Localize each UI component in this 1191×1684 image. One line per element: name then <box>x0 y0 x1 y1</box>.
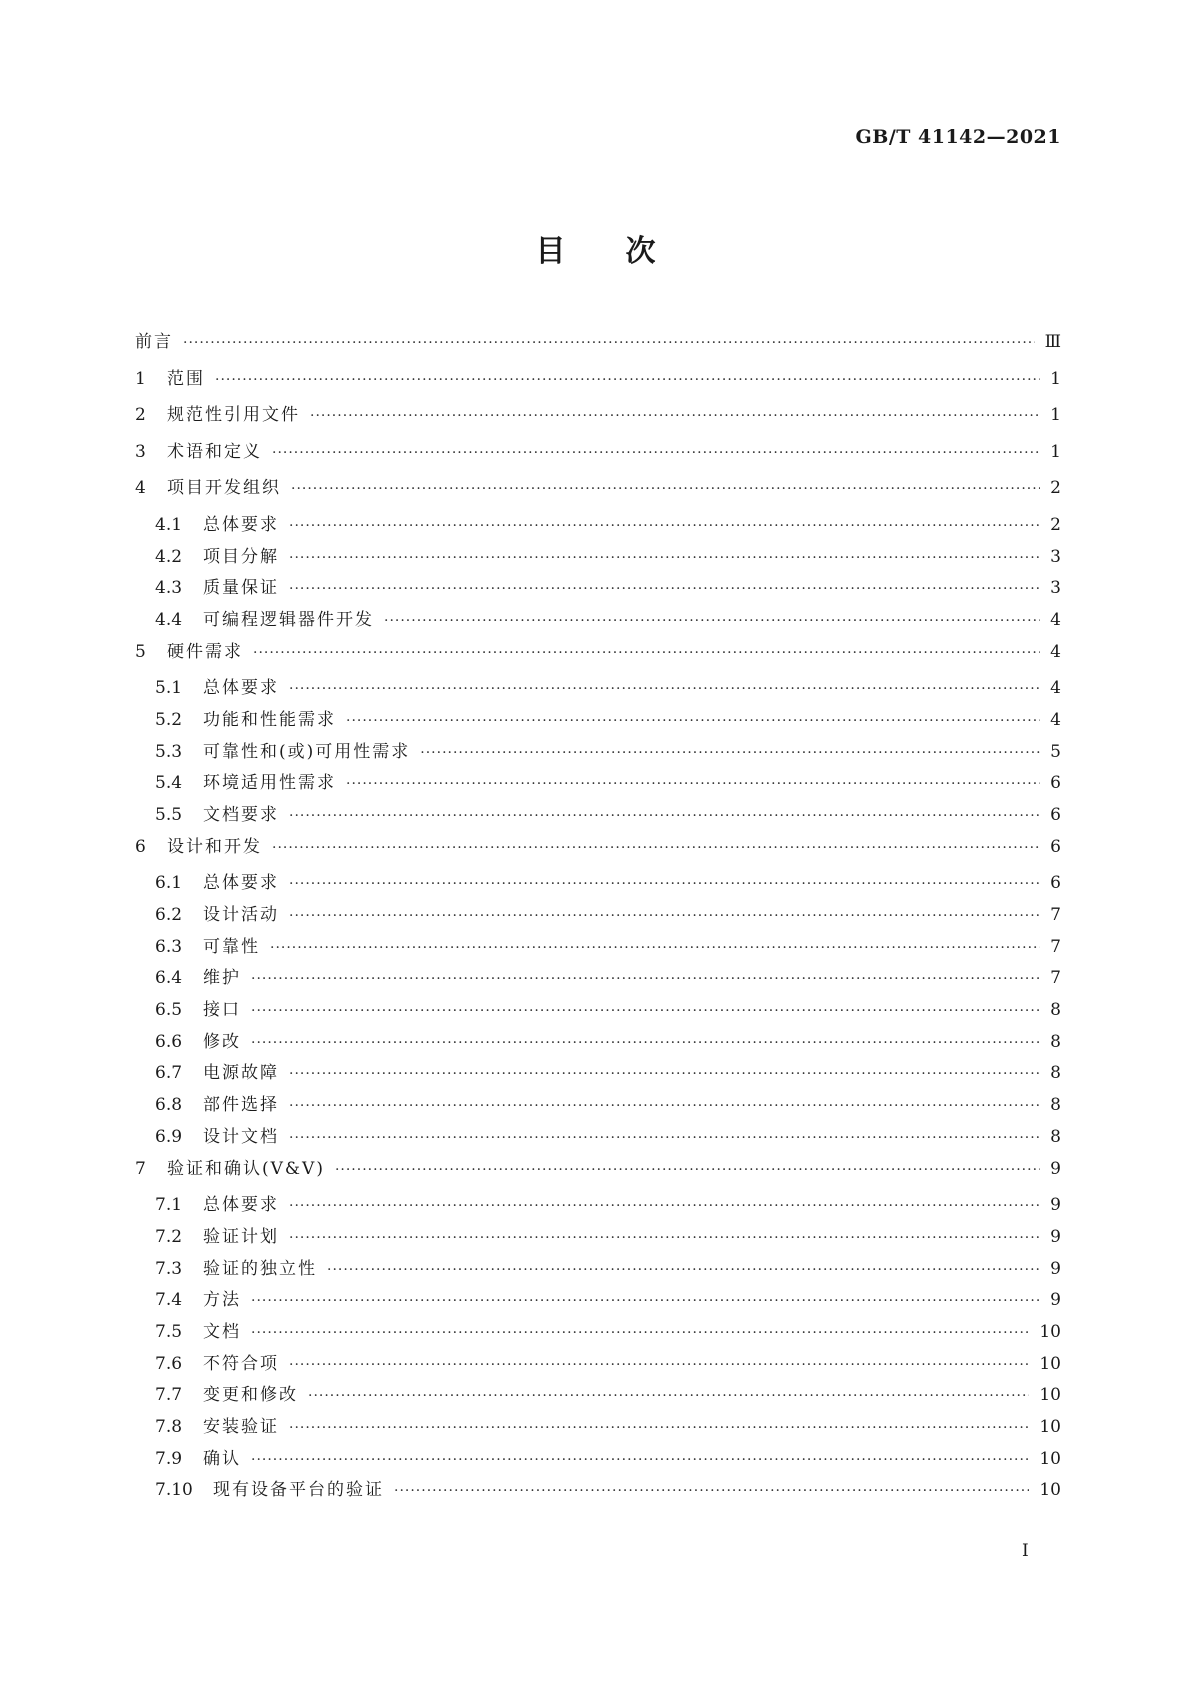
toc-leader-dots <box>346 776 1040 792</box>
toc-entry-number: 5.2 <box>155 710 183 730</box>
toc-entry-number: 4.4 <box>155 610 183 631</box>
toc-leader-dots <box>310 408 1040 424</box>
toc-leader-dots <box>289 908 1040 924</box>
toc-leader-dots <box>394 1483 1029 1499</box>
toc-entry[interactable] <box>135 1154 1061 1191</box>
toc-entry-title: 可靠性和(或)可用性需求 <box>203 741 411 762</box>
toc-entry[interactable] <box>135 1412 1061 1444</box>
toc-entry[interactable] <box>135 832 1061 869</box>
toc-leader-dots <box>289 1357 1029 1373</box>
toc-entry-title: 硬件需求 <box>167 641 243 662</box>
toc-entry-page: 9 <box>1050 1195 1061 1216</box>
toc-entry-number: 4.2 <box>155 546 183 567</box>
toc-entry-title: 设计和开发 <box>167 836 262 857</box>
toc-entry-number: 6.9 <box>155 1126 183 1147</box>
toc-leader-dots <box>270 940 1040 956</box>
toc-leader-dots <box>308 1388 1029 1404</box>
toc-entry[interactable] <box>135 1380 1061 1412</box>
toc-leader-dots <box>420 745 1040 761</box>
toc-entry-number: 6.3 <box>155 936 183 957</box>
toc-entry-page: 8 <box>1050 1000 1061 1021</box>
page-number: I <box>1022 1541 1029 1561</box>
toc-entry-page: 4 <box>1050 710 1061 730</box>
toc-entry-title: 电源故障 <box>203 1063 279 1084</box>
toc-entry-number: 4 <box>135 478 146 499</box>
toc-entry[interactable] <box>135 1027 1061 1059</box>
toc-entry-page: 10 <box>1039 1385 1061 1406</box>
toc-entry-page: 9 <box>1050 1258 1061 1279</box>
toc-entry-number: 7.5 <box>155 1321 183 1342</box>
toc-entry-number: 5 <box>135 641 146 662</box>
toc-title <box>0 226 1191 270</box>
toc-entry-title: 设计活动 <box>203 905 279 926</box>
toc-entry[interactable] <box>135 1285 1061 1317</box>
toc-entry-page: 1 <box>1050 441 1061 462</box>
toc-entry-number: 7.8 <box>155 1416 183 1437</box>
toc-entry-title: 维护 <box>203 968 241 989</box>
toc-leader-dots <box>384 613 1040 629</box>
toc-leader-dots <box>289 518 1040 534</box>
toc-entry-title: 范围 <box>167 368 205 389</box>
toc-entry[interactable] <box>135 673 1061 705</box>
toc-entry-title: 验证计划 <box>203 1226 279 1247</box>
toc-entry[interactable] <box>135 900 1061 932</box>
toc-leader-dots <box>272 445 1040 461</box>
toc-entry-page: 8 <box>1050 1095 1061 1116</box>
toc-entry-title: 部件选择 <box>203 1095 279 1116</box>
toc-leader-dots <box>251 1325 1029 1341</box>
toc-entry[interactable] <box>135 437 1061 474</box>
toc-leader-dots <box>251 1293 1040 1309</box>
toc-entry-title: 环境适用性需求 <box>203 773 336 794</box>
toc-leader-dots <box>289 681 1040 697</box>
toc-entry-number: 4.1 <box>155 514 183 535</box>
toc-entry-page: 6 <box>1050 805 1061 826</box>
toc-entry[interactable] <box>135 963 1061 995</box>
toc-entry[interactable] <box>135 327 1061 364</box>
toc-entry-number: 6 <box>135 836 146 857</box>
toc-entry-number: 6.6 <box>155 1031 183 1052</box>
toc-entry-page: 4 <box>1050 610 1061 631</box>
toc-entry-title: 术语和定义 <box>167 441 262 462</box>
toc-entry[interactable] <box>135 1122 1061 1154</box>
toc-entry-page: 10 <box>1039 1321 1061 1342</box>
toc-leader-dots <box>215 372 1040 388</box>
toc-entry-page: 2 <box>1050 478 1061 499</box>
toc-entry[interactable] <box>135 510 1061 542</box>
toc-entry-title: 总体要求 <box>203 873 279 894</box>
toc-entry-number: 7.7 <box>155 1385 183 1406</box>
toc-entry-title: 总体要求 <box>203 1195 279 1216</box>
toc-entry[interactable] <box>135 737 1061 769</box>
toc-entry[interactable] <box>135 868 1061 900</box>
toc-leader-dots <box>251 971 1040 987</box>
toc-entry-title: 可编程逻辑器件开发 <box>203 610 374 631</box>
toc-entry-number: 7.10 <box>155 1480 193 1501</box>
toc-entry-page: 6 <box>1050 873 1061 894</box>
toc-entry-title: 验证的独立性 <box>203 1258 317 1279</box>
toc-entry-page: 7 <box>1050 968 1061 989</box>
standard-code: GB/T 41142—2021 <box>855 126 1061 148</box>
toc-entry-number: 7.2 <box>155 1226 183 1247</box>
toc-entry-number: 5.3 <box>155 741 183 762</box>
toc-leader-dots <box>289 1098 1040 1114</box>
toc-title-char-1: 目 <box>535 234 566 269</box>
toc-entry[interactable] <box>135 364 1061 401</box>
toc-entry-page: 10 <box>1039 1353 1061 1374</box>
toc-entry-title: 变更和修改 <box>203 1385 298 1406</box>
toc-leader-dots <box>335 1162 1040 1178</box>
toc-entry[interactable] <box>135 542 1061 574</box>
toc-entry-page: 9 <box>1050 1158 1061 1179</box>
toc-entry-title: 接口 <box>203 1000 241 1021</box>
toc-entry-page: 1 <box>1050 368 1061 389</box>
toc-title-char-2: 次 <box>625 234 656 269</box>
toc-entry-title: 功能和性能需求 <box>203 710 336 730</box>
toc-entry-number: 7.3 <box>155 1258 183 1279</box>
toc-entry[interactable] <box>135 705 1061 737</box>
toc-leader-dots <box>251 1452 1029 1468</box>
toc-entry-page: 4 <box>1050 641 1061 662</box>
toc-leader-dots <box>289 550 1040 566</box>
toc-leader-dots <box>289 808 1040 824</box>
toc-entry-number: 6.5 <box>155 1000 183 1021</box>
toc-entry-page: 7 <box>1050 905 1061 926</box>
toc-entry-page: 9 <box>1050 1290 1061 1311</box>
toc-entry[interactable] <box>135 1475 1061 1507</box>
toc-list <box>135 327 1061 1507</box>
toc-entry[interactable] <box>135 1090 1061 1122</box>
toc-leader-dots <box>253 645 1040 661</box>
toc-entry[interactable] <box>135 800 1061 832</box>
toc-entry-page: 5 <box>1050 741 1061 762</box>
toc-entry-title: 验证和确认(V&V) <box>167 1158 325 1179</box>
toc-entry-number: 6.8 <box>155 1095 183 1116</box>
toc-entry-title: 设计文档 <box>203 1126 279 1147</box>
toc-leader-dots <box>289 876 1040 892</box>
toc-entry[interactable] <box>135 1222 1061 1254</box>
toc-entry[interactable] <box>135 768 1061 800</box>
toc-entry-page: 6 <box>1050 836 1061 857</box>
toc-leader-dots <box>251 1003 1040 1019</box>
toc-leader-dots <box>272 840 1040 856</box>
toc-entry[interactable] <box>135 573 1061 605</box>
toc-entry-title: 质量保证 <box>203 578 279 599</box>
toc-entry-title: 修改 <box>203 1031 241 1052</box>
toc-entry-title: 项目分解 <box>203 546 279 567</box>
toc-leader-dots <box>289 1066 1040 1082</box>
toc-entry-number: 7.9 <box>155 1448 183 1469</box>
toc-entry-page: 4 <box>1050 678 1061 699</box>
toc-entry[interactable] <box>135 932 1061 964</box>
toc-entry-number: 3 <box>135 441 146 462</box>
toc-entry-page: 8 <box>1050 1063 1061 1084</box>
toc-entry[interactable] <box>135 1254 1061 1286</box>
toc-entry-title: 文档 <box>203 1321 241 1342</box>
toc-entry-number: 5.5 <box>155 805 183 826</box>
toc-leader-dots <box>289 1420 1029 1436</box>
toc-entry[interactable] <box>135 1190 1061 1222</box>
toc-entry-title: 方法 <box>203 1290 241 1311</box>
toc-entry-number: 7.1 <box>155 1195 183 1216</box>
toc-entry-page: 10 <box>1039 1448 1061 1469</box>
toc-entry-title: 项目开发组织 <box>167 478 281 499</box>
toc-entry-page: 3 <box>1050 578 1061 599</box>
toc-entry-page: 7 <box>1050 936 1061 957</box>
toc-entry-number: 7.6 <box>155 1353 183 1374</box>
toc-entry[interactable] <box>135 1444 1061 1476</box>
toc-entry[interactable] <box>135 1349 1061 1381</box>
toc-leader-dots <box>251 1035 1040 1051</box>
toc-entry-number: 1 <box>135 368 146 389</box>
toc-entry-page: 9 <box>1050 1226 1061 1247</box>
toc-entry[interactable] <box>135 637 1061 674</box>
toc-entry-title: 前言 <box>135 332 173 352</box>
toc-entry-page: 10 <box>1039 1416 1061 1437</box>
toc-entry-page: 8 <box>1050 1031 1061 1052</box>
toc-entry-page: 10 <box>1039 1480 1061 1501</box>
toc-entry-title: 不符合项 <box>203 1353 279 1374</box>
toc-entry-number: 7 <box>135 1158 146 1179</box>
toc-entry-number: 7.4 <box>155 1290 183 1311</box>
toc-entry-number: 5.4 <box>155 773 183 794</box>
toc-entry[interactable] <box>135 605 1061 637</box>
toc-leader-dots <box>289 581 1040 597</box>
toc-entry-page: 8 <box>1050 1126 1061 1147</box>
toc-leader-dots <box>289 1230 1040 1246</box>
toc-entry[interactable] <box>135 1317 1061 1349</box>
toc-entry-number: 2 <box>135 405 146 426</box>
toc-entry-page: Ⅲ <box>1044 332 1061 352</box>
toc-entry-number: 6.1 <box>155 873 183 894</box>
toc-entry-number: 6.7 <box>155 1063 183 1084</box>
toc-entry-title: 确认 <box>203 1448 241 1469</box>
toc-entry-title: 总体要求 <box>203 678 279 699</box>
toc-entry-title: 可靠性 <box>203 936 260 957</box>
toc-entry[interactable] <box>135 400 1061 437</box>
toc-leader-dots <box>183 335 1035 351</box>
toc-leader-dots <box>291 481 1040 497</box>
toc-entry[interactable] <box>135 995 1061 1027</box>
toc-entry-page: 6 <box>1050 773 1061 794</box>
toc-leader-dots <box>346 713 1040 729</box>
toc-leader-dots <box>327 1262 1040 1278</box>
toc-leader-dots <box>289 1198 1040 1214</box>
toc-entry[interactable] <box>135 1058 1061 1090</box>
toc-entry-page: 1 <box>1050 405 1061 426</box>
toc-entry-title: 总体要求 <box>203 514 279 535</box>
toc-entry-number: 5.1 <box>155 678 183 699</box>
toc-entry-page: 2 <box>1050 514 1061 535</box>
toc-entry-title: 安装验证 <box>203 1416 279 1437</box>
toc-entry-title: 现有设备平台的验证 <box>213 1480 384 1501</box>
toc-entry[interactable] <box>135 473 1061 510</box>
toc-leader-dots <box>289 1130 1040 1146</box>
toc-entry-title: 规范性引用文件 <box>167 405 300 426</box>
toc-entry-number: 6.2 <box>155 905 183 926</box>
toc-entry-number: 6.4 <box>155 968 183 989</box>
toc-entry-page: 3 <box>1050 546 1061 567</box>
toc-entry-title: 文档要求 <box>203 805 279 826</box>
toc-entry-number: 4.3 <box>155 578 183 599</box>
